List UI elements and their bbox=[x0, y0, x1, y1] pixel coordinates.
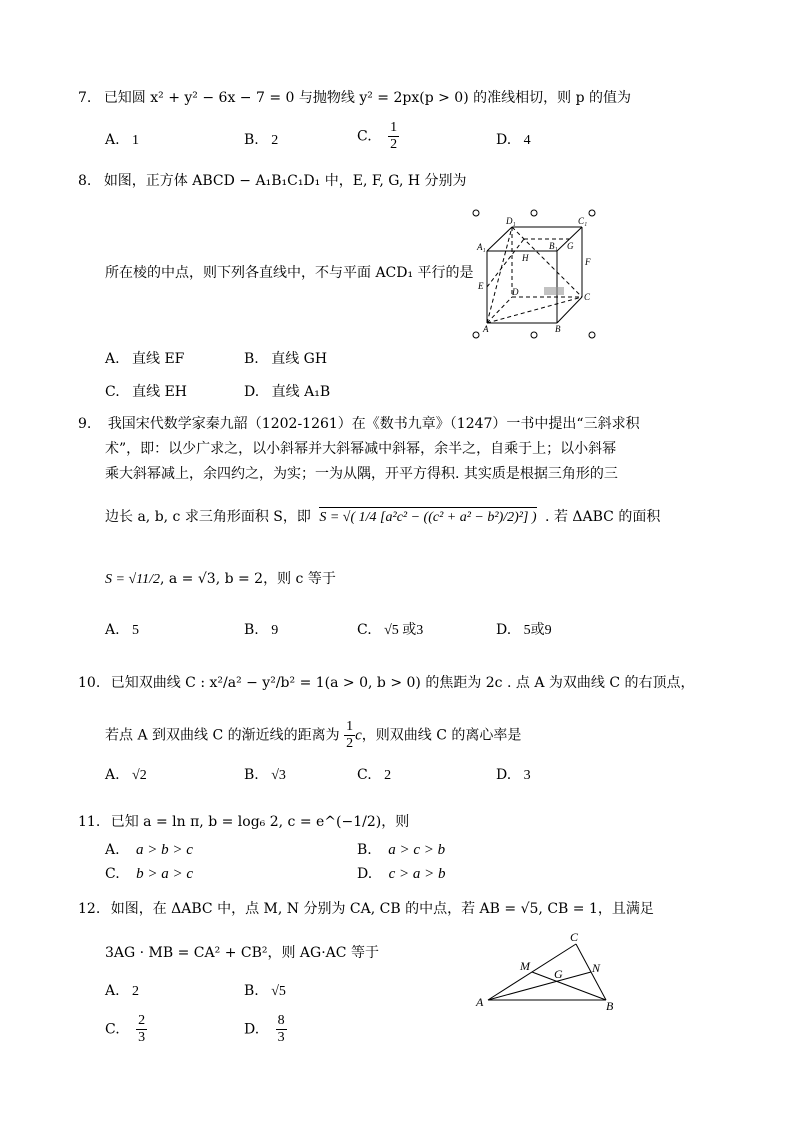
label-b: B bbox=[555, 324, 561, 334]
option-c: C. 直线 EH bbox=[105, 384, 188, 400]
question-text: 已知 a = ln π, b = log₆ 2, c = e^(−1/2)，则 bbox=[110, 814, 410, 830]
label-m: M bbox=[520, 959, 530, 973]
option-d: D. 5或9 bbox=[496, 622, 552, 638]
option-b: B. 直线 GH bbox=[244, 351, 328, 367]
question-12 bbox=[78, 900, 654, 918]
label-g: G bbox=[554, 967, 563, 981]
triangle-figure bbox=[470, 930, 620, 1015]
question-text: 已知圆 x² + y² − 6x − 7 = 0 与抛物线 y² = 2px(p > 0) 的准线相切，则 p 的值为 bbox=[103, 90, 631, 106]
question-9 bbox=[78, 415, 640, 433]
question-9-line-2: 术”，即：以少广求之，以小斜幂并大斜幂减中斜幂，余半之，自乘于上；以小斜幂 bbox=[105, 441, 617, 457]
option-d: D. 4 bbox=[496, 132, 531, 148]
option-b: B. 2 bbox=[244, 132, 279, 148]
option-b: B. √5 bbox=[244, 983, 286, 999]
question-8-line-2: 所在棱的中点，则下列各直线中，不与平面 ACD₁ 平行的是 bbox=[105, 265, 474, 281]
option-a: A. 1 bbox=[105, 132, 140, 148]
label-h: H bbox=[522, 253, 529, 263]
option-d: D. $\frac{8}{3}$ bbox=[244, 1013, 285, 1045]
label-a1: A₁ bbox=[477, 242, 486, 252]
option-b: B. a > c > b bbox=[357, 842, 446, 858]
option-a: A. 2 bbox=[105, 983, 140, 999]
question-text: 如图，正方体 ABCD − A₁B₁C₁D₁ 中，E, F, G, H 分别为 bbox=[103, 173, 467, 189]
label-e: E bbox=[478, 281, 484, 291]
option-d: D. c > a > b bbox=[357, 866, 446, 882]
option-b: B. 9 bbox=[244, 622, 279, 638]
label-c: C bbox=[570, 930, 579, 944]
question-9-line-5: S = √11/2, a = √3, b = 2，则 c 等于 bbox=[105, 571, 336, 587]
question-7 bbox=[78, 89, 631, 107]
question-text: 已知双曲线 C : x²/a² − y²/b² = 1(a > 0, b > 0) 的焦距为 2c . 点 A 为双曲线 C 的右顶点， bbox=[110, 675, 695, 691]
label-a: A bbox=[483, 324, 489, 334]
question-9-line-3: 乘大斜幂减上，余四约之，为实；一为从隅，开平方得积. 其实质是根据三角形的三 bbox=[105, 466, 618, 482]
label-c: C bbox=[584, 292, 591, 302]
option-c: C. 2 bbox=[357, 767, 392, 783]
question-number: 10. bbox=[78, 675, 101, 691]
question-number: 7. bbox=[78, 90, 92, 106]
option-c: C. $\frac{2}{3}$ bbox=[105, 1013, 146, 1045]
option-a: A. √2 bbox=[105, 767, 147, 783]
question-10 bbox=[78, 674, 695, 692]
label-g: G bbox=[567, 241, 574, 251]
area-formula: S = √11/2 bbox=[105, 572, 160, 587]
question-11 bbox=[78, 813, 409, 831]
question-number: 9. bbox=[78, 416, 92, 432]
option-a: A. 5 bbox=[105, 622, 140, 638]
option-a: A. a > b > c bbox=[105, 842, 193, 858]
question-number: 12. bbox=[78, 901, 101, 917]
question-text: 我国宋代数学家秦九韶（1202-1261）在《数书九章》（1247）一书中提出“三斜求积 bbox=[107, 416, 640, 432]
option-c: C. b > a > c bbox=[105, 866, 194, 882]
question-8 bbox=[78, 172, 467, 190]
option-c: C. $\frac{1}{2}$ bbox=[357, 120, 398, 152]
question-10-line-2: 若点 A 到双曲线 C 的渐近线的距离为 $\frac{1}{2}$ c，则双曲线 C 的离心率是 bbox=[105, 719, 522, 751]
option-d: D. 直线 A₁B bbox=[244, 384, 331, 400]
label-c1: C₁ bbox=[578, 216, 588, 226]
label-a: A bbox=[476, 995, 484, 1009]
label-b1: B₁ bbox=[549, 241, 558, 251]
label-b: B bbox=[606, 999, 614, 1013]
label-d1: D₁ bbox=[506, 216, 516, 226]
label-d: D bbox=[512, 287, 519, 297]
label-f: F bbox=[585, 257, 591, 267]
question-text: 如图，在 ΔABC 中，点 M, N 分别为 CA, CB 的中点，若 AB = √5, CB = 1，且满足 bbox=[110, 901, 654, 917]
option-a: A. 直线 EF bbox=[105, 351, 185, 367]
label-n: N bbox=[592, 961, 601, 975]
option-c: C. √5 或3 bbox=[357, 622, 424, 638]
question-9-line-4: 边长 a, b, c 求三角形面积 S，即 S = √( 1/4 [a²c² − ((c² + a² − b²)/2)²] ) . 若 ΔABC 的面积 bbox=[105, 509, 661, 525]
question-number: 11. bbox=[78, 814, 101, 830]
option-b: B. √3 bbox=[244, 767, 286, 783]
cube-figure bbox=[470, 205, 600, 340]
heron-formula: S = √( 1/4 [a²c² − ((c² + a² − b²)/2)²] ) bbox=[319, 507, 536, 527]
question-number: 8. bbox=[78, 173, 92, 189]
option-d: D. 3 bbox=[496, 767, 531, 783]
question-12-line-2: 3AG · MB = CA² + CB²，则 AG·AC 等于 bbox=[105, 945, 379, 961]
